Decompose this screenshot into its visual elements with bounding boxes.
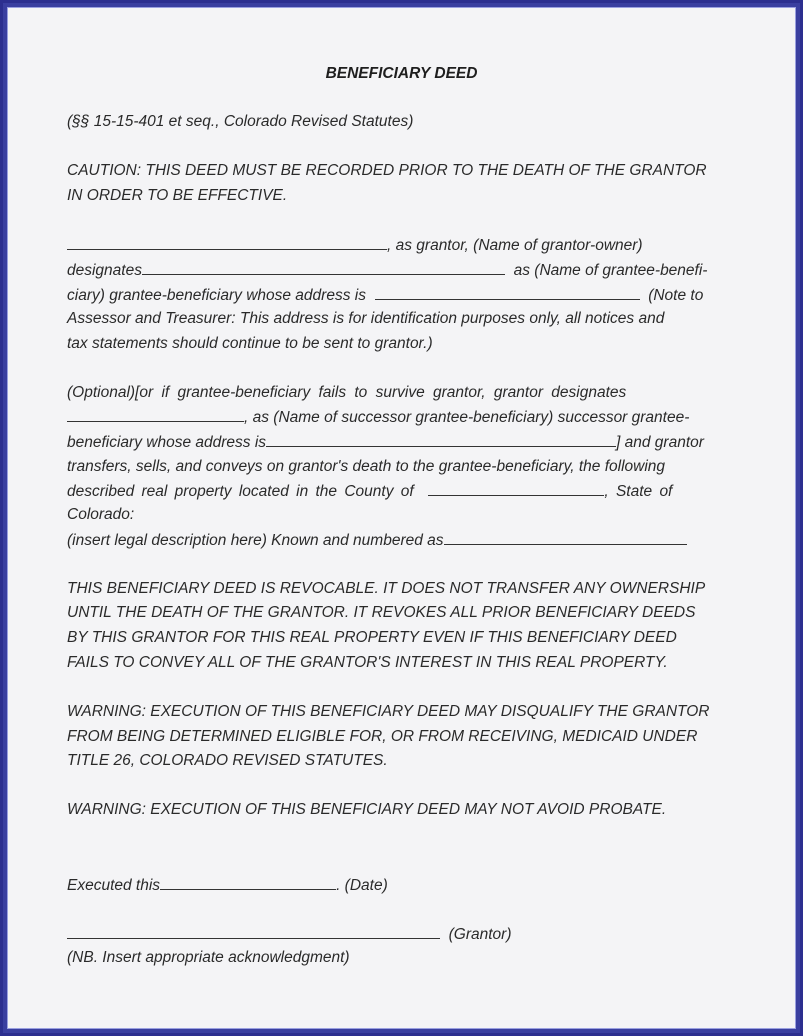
executed-line <box>67 875 742 896</box>
warning1-line-3: TITLE 26, COLORADO REVISED STATUTES. <box>67 752 388 769</box>
county-blank[interactable] <box>428 481 604 496</box>
grantor-signature-label: (Grantor) <box>448 926 512 943</box>
warning1-line-2: FROM BEING DETERMINED ELIGIBLE FOR, OR FROM RECEIVING, MEDICAID UNDER <box>67 728 698 745</box>
optional-line-5 <box>67 481 742 502</box>
county-label: described real property located in the County of <box>67 483 414 500</box>
grantee-address-blank[interactable] <box>375 285 640 300</box>
optional-line-6: Colorado: <box>67 506 135 523</box>
grantor-name-blank[interactable] <box>67 235 387 250</box>
document-title: BENEFICIARY DEED <box>325 65 478 82</box>
statute-reference: (§§ 15-15-401 et seq., Colorado Revised Statutes) <box>67 113 414 130</box>
warning2-line: WARNING: EXECUTION OF THIS BENEFICIARY DEED MAY NOT AVOID PROBATE. <box>67 801 667 818</box>
optional-line-7 <box>67 530 742 551</box>
revocable-line-2: UNTIL THE DEATH OF THE GRANTOR. IT REVOKES ALL PRIOR BENEFICIARY DEEDS <box>67 604 696 621</box>
and-grantor-label: ] and grantor <box>616 434 704 451</box>
caution-text-1: CAUTION: THIS DEED MUST BE RECORDED PRIOR TO THE DEATH OF THE GRANTOR <box>67 162 707 179</box>
optional-line-4: transfers, sells, and conveys on grantor's death to the grantee-beneficiary, the following <box>67 458 666 475</box>
grantor-line-3 <box>67 285 742 306</box>
successor-address-blank[interactable] <box>266 432 616 447</box>
state-label: , State of <box>604 483 673 500</box>
warning1-line-1: WARNING: EXECUTION OF THIS BENEFICIARY DEED MAY DISQUALIFY THE GRANTOR <box>67 703 710 720</box>
note-label: (Note to <box>648 287 704 304</box>
optional-line-1: (Optional)[or if grantee-beneficiary fails to survive grantor, grantor designates <box>67 384 627 401</box>
optional-line-3 <box>67 432 742 453</box>
date-blank[interactable] <box>160 875 336 890</box>
optional-line-2 <box>67 407 742 428</box>
grantor-line-5: tax statements should continue to be sent to grantor.) <box>67 335 433 352</box>
grantor-signature-blank[interactable] <box>67 924 440 939</box>
designates-label: designates <box>67 262 142 279</box>
successor-name-blank[interactable] <box>67 407 244 422</box>
acknowledgment-note: (NB. Insert appropriate acknowledgment) <box>67 949 350 966</box>
grantor-line-2 <box>67 260 742 281</box>
successor-address-label: beneficiary whose address is <box>67 434 267 451</box>
date-label: . (Date) <box>336 877 388 894</box>
caution-line-1 <box>67 161 742 181</box>
grantee-address-label: ciary) grantee-beneficiary whose address is <box>67 287 366 304</box>
signature-line <box>67 924 742 945</box>
successor-label: , as (Name of successor grantee-beneficiary) successor grantee- <box>244 409 690 426</box>
grantor-label: , as grantor, (Name of grantor-owner) <box>387 237 643 254</box>
legal-description-label: (insert legal description here) Known and numbered as <box>67 532 444 549</box>
grantor-line-1 <box>67 235 742 256</box>
document-page <box>11 11 792 1025</box>
grantor-line-4: Assessor and Treasurer: This address is for identification purposes only, all notices and <box>67 310 665 327</box>
revocable-line-1: THIS BENEFICIARY DEED IS REVOCABLE. IT DOES NOT TRANSFER ANY OWNERSHIP <box>67 580 706 597</box>
known-as-blank[interactable] <box>444 530 687 545</box>
executed-label: Executed this <box>67 877 161 894</box>
revocable-line-3: BY THIS GRANTOR FOR THIS REAL PROPERTY EVEN IF THIS BENEFICIARY DEED <box>67 629 677 646</box>
caution-line-2: IN ORDER TO BE EFFECTIVE. <box>67 187 288 204</box>
grantee-label: as (Name of grantee-benefi- <box>513 262 708 279</box>
grantee-name-blank[interactable] <box>142 260 505 275</box>
revocable-line-4: FAILS TO CONVEY ALL OF THE GRANTOR'S INTEREST IN THIS REAL PROPERTY. <box>67 654 668 671</box>
